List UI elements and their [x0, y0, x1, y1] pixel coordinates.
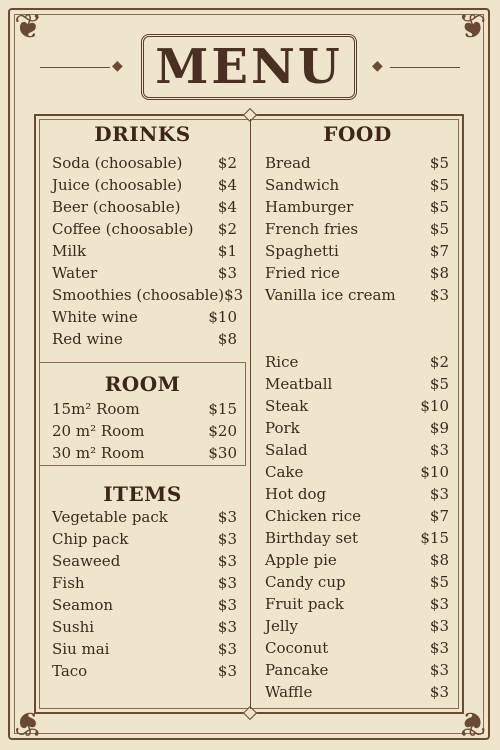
- item-price: $3: [429, 441, 449, 459]
- item-price: $5: [429, 573, 449, 591]
- food-row: [265, 461, 449, 483]
- item-price: $4: [217, 176, 237, 194]
- food-row: [265, 637, 449, 659]
- item-name: Bread: [265, 154, 311, 172]
- item-price: $1: [217, 242, 237, 260]
- drink-row: [52, 306, 237, 328]
- item-price: $7: [429, 507, 449, 525]
- item-name: Chip pack: [52, 530, 129, 548]
- food-row: [265, 262, 449, 284]
- item-name: Chicken rice: [265, 507, 361, 525]
- item-row: [52, 638, 237, 660]
- item-name: 15m² Room: [52, 400, 140, 418]
- item-price: $8: [217, 330, 237, 348]
- item-name: Apple pie: [265, 551, 337, 569]
- item-row: [52, 572, 237, 594]
- food-heading: FOOD: [323, 122, 392, 146]
- item-name: Meatball: [265, 375, 333, 393]
- item-price: $10: [208, 308, 237, 326]
- item-price: $3: [429, 595, 449, 613]
- room-row: [52, 420, 237, 442]
- food-row: [265, 417, 449, 439]
- item-name: White wine: [52, 308, 138, 326]
- item-name: Fish: [52, 574, 85, 592]
- corner-flourish-icon: ❦: [14, 7, 43, 47]
- corner-flourish-icon: ❦: [457, 703, 486, 743]
- food-row: [265, 373, 449, 395]
- item-price: $3: [217, 596, 237, 614]
- item-price: $8: [429, 551, 449, 569]
- food-row: [265, 527, 449, 549]
- item-name: Candy cup: [265, 573, 346, 591]
- food-row: [265, 174, 449, 196]
- item-price: $7: [429, 242, 449, 260]
- item-price: $3: [217, 618, 237, 636]
- item-price: $3: [429, 485, 449, 503]
- drink-row: [52, 240, 237, 262]
- room-row: [52, 442, 237, 464]
- item-name: Sandwich: [265, 176, 340, 194]
- scroll-flourish-icon: ◆: [112, 58, 123, 74]
- room-heading: ROOM: [104, 372, 181, 396]
- item-name: Siu mai: [52, 640, 110, 658]
- item-name: Hot dog: [265, 485, 327, 503]
- item-name: Coconut: [265, 639, 329, 657]
- item-price: $5: [429, 154, 449, 172]
- item-price: $5: [429, 176, 449, 194]
- drink-row: [52, 196, 237, 218]
- item-price: $2: [429, 353, 449, 371]
- item-name: Seamon: [52, 596, 114, 614]
- title-rule-left: [40, 67, 110, 68]
- item-price: $3: [217, 662, 237, 680]
- food-list-bottom: [265, 351, 449, 703]
- item-price: $10: [420, 397, 449, 415]
- drink-row: [52, 152, 237, 174]
- item-name: Sushi: [52, 618, 95, 636]
- item-price: $3: [429, 286, 449, 304]
- drink-row: [52, 262, 237, 284]
- item-price: $20: [208, 422, 237, 440]
- item-name: Beer (choosable): [52, 198, 181, 216]
- item-price: $2: [217, 154, 237, 172]
- corner-flourish-icon: ❦: [457, 7, 486, 47]
- title-rule-right: [390, 67, 460, 68]
- drink-row: [52, 284, 244, 306]
- food-row: [265, 681, 449, 703]
- food-row: [265, 196, 449, 218]
- item-price: $2: [217, 220, 237, 238]
- item-name: Water: [52, 264, 98, 282]
- item-price: $8: [429, 264, 449, 282]
- item-name: Hamburger: [265, 198, 354, 216]
- food-row: [265, 240, 449, 262]
- food-row: [265, 615, 449, 637]
- item-name: Vanilla ice cream: [265, 286, 396, 304]
- item-name: Seaweed: [52, 552, 121, 570]
- item-row: [52, 550, 237, 572]
- item-name: Red wine: [52, 330, 123, 348]
- drink-row: [52, 174, 237, 196]
- item-price: $5: [429, 198, 449, 216]
- item-price: $5: [429, 375, 449, 393]
- item-price: $3: [217, 530, 237, 548]
- column-divider: [250, 119, 251, 709]
- item-price: $15: [420, 529, 449, 547]
- item-name: Soda (choosable): [52, 154, 183, 172]
- food-row: [265, 483, 449, 505]
- food-row: [265, 571, 449, 593]
- item-name: Cake: [265, 463, 304, 481]
- food-row: [265, 351, 449, 373]
- item-name: Rice: [265, 353, 299, 371]
- item-row: [52, 660, 237, 682]
- item-name: Taco: [52, 662, 88, 680]
- item-name: Fried rice: [265, 264, 340, 282]
- item-price: $3: [217, 574, 237, 592]
- item-price: $10: [420, 463, 449, 481]
- item-name: Coffee (choosable): [52, 220, 194, 238]
- item-name: 20 m² Room: [52, 422, 145, 440]
- item-name: Pork: [265, 419, 300, 437]
- food-row: [265, 505, 449, 527]
- item-price: $30: [208, 444, 237, 462]
- item-name: Fruit pack: [265, 595, 344, 613]
- item-name: Birthday set: [265, 529, 359, 547]
- drinks-list: [52, 152, 244, 350]
- item-row: [52, 594, 237, 616]
- room-row: [52, 398, 237, 420]
- item-price: $15: [208, 400, 237, 418]
- item-row: [52, 528, 237, 550]
- item-name: Waffle: [265, 683, 313, 701]
- food-row: [265, 659, 449, 681]
- item-price: $3: [217, 264, 237, 282]
- drink-row: [52, 218, 237, 240]
- item-price: $3: [429, 639, 449, 657]
- item-price: $3: [429, 661, 449, 679]
- scroll-flourish-icon: ◆: [372, 58, 383, 74]
- items-list: [52, 506, 237, 682]
- item-name: Milk: [52, 242, 87, 260]
- item-name: Jelly: [265, 617, 298, 635]
- item-price: $3: [224, 286, 244, 304]
- item-name: Pancake: [265, 661, 329, 679]
- item-name: French fries: [265, 220, 359, 238]
- title-plaque: [141, 34, 357, 100]
- item-price: $3: [429, 683, 449, 701]
- food-row: [265, 395, 449, 417]
- item-name: Smoothies (choosable): [52, 286, 225, 304]
- food-list-top: [265, 152, 449, 306]
- items-heading: ITEMS: [103, 482, 182, 506]
- corner-flourish-icon: ❦: [14, 703, 43, 743]
- item-name: Salad: [265, 441, 308, 459]
- item-name: 30 m² Room: [52, 444, 145, 462]
- drinks-heading: DRINKS: [94, 122, 191, 146]
- food-row: [265, 439, 449, 461]
- food-row: [265, 549, 449, 571]
- item-price: $9: [429, 419, 449, 437]
- item-price: $3: [217, 552, 237, 570]
- item-row: [52, 616, 237, 638]
- item-name: Steak: [265, 397, 309, 415]
- item-price: $5: [429, 220, 449, 238]
- item-price: $3: [429, 617, 449, 635]
- item-row: [52, 506, 237, 528]
- item-price: $4: [217, 198, 237, 216]
- food-row: [265, 218, 449, 240]
- item-name: Juice (choosable): [52, 176, 183, 194]
- room-list: [52, 398, 237, 464]
- item-name: Vegetable pack: [52, 508, 168, 526]
- item-name: Spaghetti: [265, 242, 339, 260]
- food-row: [265, 593, 449, 615]
- drink-row: [52, 328, 237, 350]
- page-title: MENU: [155, 39, 343, 95]
- item-price: $3: [217, 508, 237, 526]
- food-row: [265, 284, 449, 306]
- food-row: [265, 152, 449, 174]
- item-price: $3: [217, 640, 237, 658]
